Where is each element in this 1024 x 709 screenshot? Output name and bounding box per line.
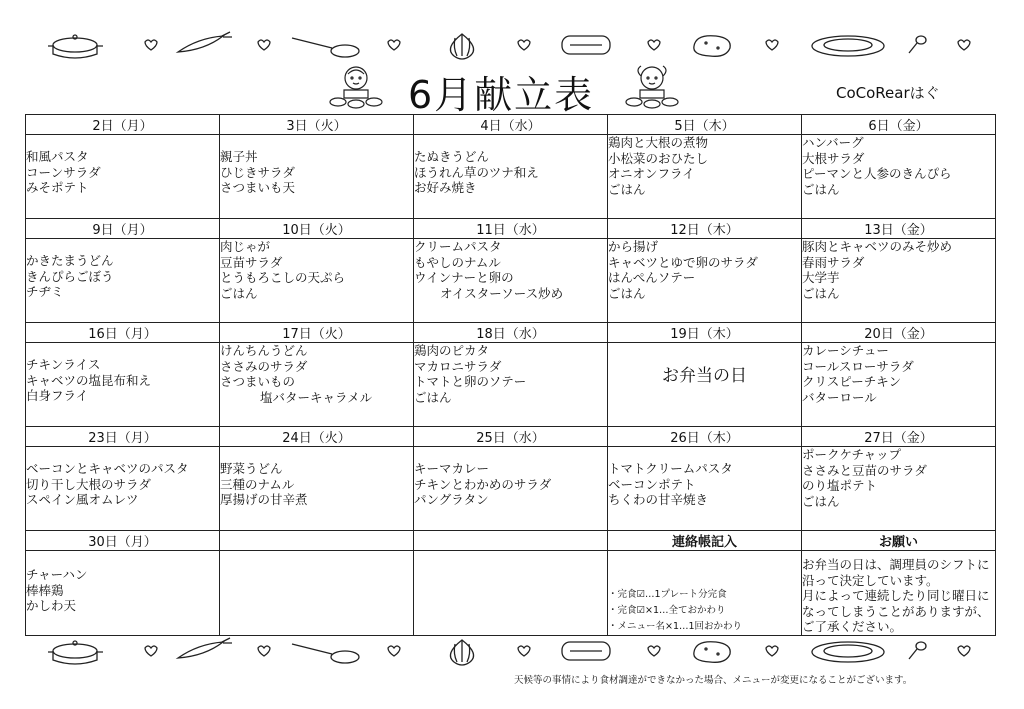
menu-item: 鶏肉のピカタ: [414, 343, 490, 358]
day-header: 19日（木）: [608, 323, 802, 343]
day-header: 30日（月）: [26, 531, 220, 551]
day-header: 13日（金）: [802, 219, 996, 239]
legend-item: ・完食☑…1プレート分完食: [608, 589, 727, 600]
heart-icon: [145, 646, 157, 656]
menu-item: ごはん: [220, 285, 258, 301]
page-title: 6月献立表: [408, 73, 595, 117]
menu-cell: [26, 135, 220, 219]
menu-item: はんぺんソテー: [608, 270, 696, 285]
menu-cell: [26, 343, 220, 427]
request-text: 月によって連続したり同じ曜日になってしまうことがありますが、ご了承ください。: [802, 588, 990, 634]
heart-icon: [518, 40, 530, 50]
menu-item: 野菜うどん: [220, 461, 283, 476]
fish-can-icon: [562, 642, 610, 660]
brand-name: CoCoRearはぐ: [836, 84, 940, 102]
menu-cell: [608, 447, 802, 531]
menu-cell: [802, 135, 996, 219]
menu-item: さつまいも天: [220, 180, 296, 195]
notebook-header: 連絡帳記入: [608, 531, 802, 551]
menu-item: ささみのサラダ: [220, 358, 308, 374]
menu-item: とうもろこしの天ぷら: [220, 270, 346, 285]
day-header: 23日（月）: [26, 427, 220, 447]
child-eating-icon: [622, 64, 682, 110]
menu-item: ごはん: [608, 181, 646, 197]
menu-cell: [414, 343, 608, 427]
day-header: 20日（金）: [802, 323, 996, 343]
menu-item: キーマカレー: [414, 461, 490, 476]
menu-item: 切り干し大根のサラダ: [26, 476, 151, 492]
menu-cell: [608, 135, 802, 219]
spoon-icon: [909, 36, 926, 53]
heart-icon: [145, 40, 157, 50]
fish-can-icon: [562, 36, 610, 54]
menu-item: オニオンフライ: [608, 166, 695, 181]
day-header: 16日（月）: [26, 323, 220, 343]
empty-header: [220, 531, 414, 551]
top-decoration-strip: [0, 28, 1024, 64]
menu-cell: [608, 239, 802, 323]
day-header: 11日（水）: [414, 219, 608, 239]
menu-cell: [220, 447, 414, 531]
menu-item: ごはん: [802, 181, 840, 197]
heart-icon: [388, 40, 400, 50]
menu-cell: [802, 239, 996, 323]
legend-item: ・メニュー名×1…1回おかわり: [608, 621, 743, 632]
menu-item: バターロール: [802, 389, 877, 405]
menu-item: 大学芋: [802, 270, 840, 285]
day-header: 26日（木）: [608, 427, 802, 447]
menu-item: もやしのナムル: [414, 254, 501, 270]
menu-row: [26, 239, 996, 323]
request-header: お願い: [802, 531, 996, 551]
menu-item: クリスピーチキン: [802, 374, 902, 389]
menu-item: 豚肉とキャベツのみそ炒め: [802, 239, 953, 254]
menu-item: 和風パスタ: [26, 149, 89, 164]
heart-icon: [258, 40, 270, 50]
menu-item: のり塩ポテト: [802, 478, 878, 493]
heart-icon: [958, 646, 970, 656]
menu-item: 大根サラダ: [802, 150, 865, 166]
pot-icon: [48, 641, 103, 664]
menu-item: ささみと豆苗のサラダ: [802, 462, 927, 478]
day-header: 9日（月）: [26, 219, 220, 239]
menu-row: [26, 343, 996, 427]
heart-icon: [648, 40, 660, 50]
menu-cell: [802, 447, 996, 531]
day-header: 24日（火）: [220, 427, 414, 447]
menu-row: [26, 135, 996, 219]
menu-item: ポークケチャップ: [802, 447, 902, 462]
day-header: 18日（水）: [414, 323, 608, 343]
menu-item: お好み焼き: [414, 180, 477, 195]
menu-item: ごはん: [802, 285, 840, 301]
menu-item: ちくわの甘辛焼き: [608, 492, 709, 507]
menu-item: かきたまうどん: [26, 253, 114, 268]
menu-item: さつまいもの: [220, 374, 296, 389]
menu-item: パングラタン: [414, 492, 489, 507]
menu-item: ベーコンとキャベツのパスタ: [26, 461, 189, 476]
potato-icon: [694, 642, 730, 663]
date-header-row: [26, 427, 996, 447]
menu-item: コールスローサラダ: [802, 358, 914, 374]
menu-item: かしわ天: [26, 598, 77, 613]
menu-cell: [220, 239, 414, 323]
onion-icon: [450, 640, 473, 665]
heart-icon: [388, 646, 400, 656]
menu-item: 棒棒鶏: [26, 582, 64, 598]
menu-item: けんちんうどん: [220, 343, 308, 358]
heart-icon: [958, 40, 970, 50]
menu-item: クリームパスタ: [414, 239, 502, 254]
menu-table: [25, 114, 996, 636]
menu-cell: [220, 343, 414, 427]
empty-cell: [220, 551, 414, 636]
pot-icon: [48, 35, 103, 58]
menu-item: 豆苗サラダ: [220, 254, 283, 270]
menu-item: 塩バターキャラメル: [260, 389, 373, 405]
day-header: 2日（月）: [26, 115, 220, 135]
date-header-row: [26, 219, 996, 239]
decoration-svg: [0, 28, 1024, 64]
day-header: 10日（火）: [220, 219, 414, 239]
date-header-row: [26, 323, 996, 343]
menu-row: [26, 447, 996, 531]
carrot-icon: [178, 638, 232, 658]
legend-item: ・完食☑×1…全ておかわり: [608, 605, 726, 616]
footnote: 天候等の事情により食材調達ができなかった場合、メニューが変更になることがございます。: [514, 675, 913, 686]
menu-item: ひじきサラダ: [220, 164, 295, 180]
heart-icon: [518, 646, 530, 656]
menu-cell: [26, 239, 220, 323]
menu-cell: [802, 343, 996, 427]
menu-item: 春雨サラダ: [802, 254, 865, 270]
menu-item: キャベツの塩昆布和え: [26, 372, 152, 388]
menu-cell: [414, 239, 608, 323]
menu-item: 白身フライ: [26, 388, 89, 403]
menu-item: カレーシチュー: [802, 343, 889, 358]
day-header: 12日（木）: [608, 219, 802, 239]
child-eating-icon: [326, 64, 386, 110]
menu-item: ハンバーグ: [802, 135, 864, 150]
menu-item: トマトクリームパスタ: [608, 461, 733, 476]
empty-header: [414, 531, 608, 551]
bottom-decoration-strip: [0, 634, 1024, 670]
curry-plate-icon: [812, 642, 884, 662]
menu-item: キャベツとゆで卵のサラダ: [608, 254, 758, 270]
spoon-icon: [909, 642, 926, 659]
menu-item: 親子丼: [220, 149, 258, 164]
request-text: お弁当の日は、調理員のシフトに沿って決定しています。: [802, 557, 990, 588]
menu-item: 厚揚げの甘辛煮: [220, 492, 308, 507]
menu-item: スペイン風オムレツ: [26, 492, 139, 507]
menu-item: ごはん: [414, 389, 452, 405]
menu-item: トマトと卵のソテー: [414, 374, 527, 389]
menu-item: チャーハン: [26, 567, 88, 582]
menu-item: ごはん: [608, 285, 646, 301]
menu-cell: [414, 135, 608, 219]
ladle-icon: [292, 38, 359, 57]
heart-icon: [766, 40, 778, 50]
menu-item: 肉じゃが: [220, 239, 271, 254]
menu-item: ごはん: [802, 493, 840, 509]
menu-item: みそポテト: [26, 180, 89, 195]
menu-cell: [220, 135, 414, 219]
decoration-svg: [0, 634, 1024, 670]
heart-icon: [766, 646, 778, 656]
menu-item: マカロニサラダ: [414, 358, 502, 374]
curry-plate-icon: [812, 36, 884, 56]
menu-row: [26, 551, 996, 636]
day-header: 17日（火）: [220, 323, 414, 343]
menu-item: きんぴらごぼう: [26, 268, 114, 284]
ladle-icon: [292, 644, 359, 663]
day-header: 6日（金）: [802, 115, 996, 135]
menu-cell: [26, 447, 220, 531]
notebook-legend: [608, 551, 802, 636]
title-row: [0, 62, 1024, 117]
day-header: 27日（金）: [802, 427, 996, 447]
menu-item: 鶏肉と大根の煮物: [608, 135, 709, 150]
menu-item: たぬきうどん: [414, 149, 490, 164]
menu-item: チキンとわかめのサラダ: [414, 476, 552, 492]
legend-line: [608, 551, 801, 635]
request-note: [802, 551, 996, 636]
day-header: 25日（水）: [414, 427, 608, 447]
day-header: 3日（火）: [220, 115, 414, 135]
menu-item: ベーコンポテト: [608, 476, 696, 492]
menu-cell: [414, 447, 608, 531]
menu-item: コーンサラダ: [26, 164, 101, 180]
bento-day-label: お弁当の日: [662, 366, 747, 386]
menu-cell: [26, 551, 220, 636]
onion-icon: [450, 34, 473, 59]
carrot-icon: [178, 32, 232, 52]
menu-item: チヂミ: [26, 284, 64, 299]
menu-item: 三種のナムル: [220, 476, 295, 492]
heart-icon: [648, 646, 660, 656]
menu-item: から揚げ: [608, 239, 659, 254]
day-header: 5日（木）: [608, 115, 802, 135]
day-header: 4日（水）: [414, 115, 608, 135]
menu-item: ほうれん草のツナ和え: [414, 164, 539, 180]
menu-item: 小松菜のおひたし: [608, 150, 709, 166]
menu-item: チキンライス: [26, 357, 101, 372]
date-header-row: [26, 531, 996, 551]
potato-icon: [694, 36, 730, 57]
date-header-row: [26, 115, 996, 135]
empty-cell: [414, 551, 608, 636]
menu-item: オイスターソース炒め: [440, 285, 564, 301]
menu-item: ピーマンと人参のきんぴら: [802, 166, 952, 181]
menu-cell: [608, 343, 802, 427]
heart-icon: [258, 646, 270, 656]
menu-item: ウインナーと卵の: [414, 270, 514, 285]
